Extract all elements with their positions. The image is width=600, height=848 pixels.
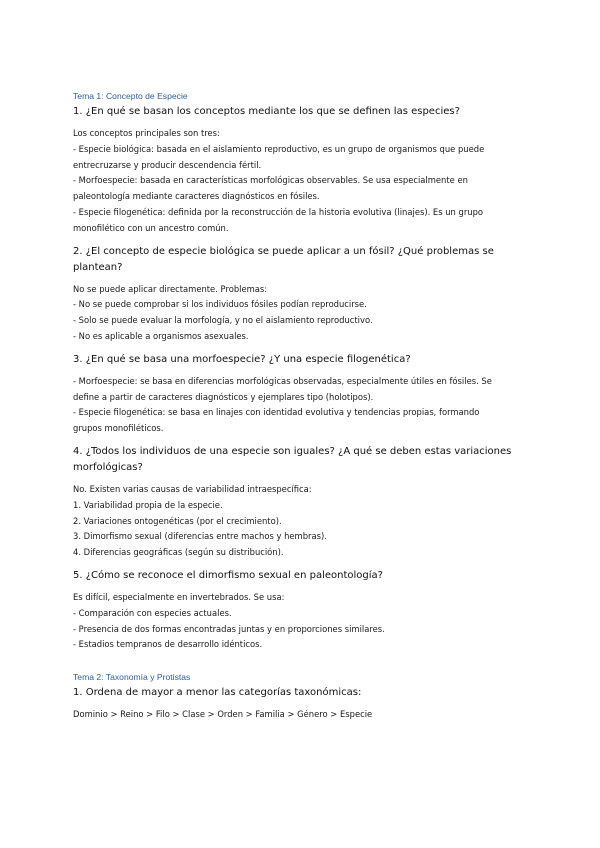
answer-line: 3. Dimorfismo sexual (diferencias entre machos y hembras). bbox=[73, 531, 327, 542]
question-2 bbox=[73, 244, 533, 276]
question-2-line-1: 2. ¿El concepto de especie biológica se puede aplicar a un fósil? ¿Qué problemas se bbox=[73, 245, 494, 257]
answer-5 bbox=[73, 590, 533, 653]
answer-line: - Especie filogenética: definida por la reconstrucción de la historia evolutiva (linajes). Es un grupo bbox=[73, 206, 484, 217]
question-5: 5. ¿Cómo se reconoce el dimorfismo sexual en paleontología? bbox=[73, 569, 383, 581]
answer-line: monofilético con un ancestro común. bbox=[73, 222, 229, 233]
question-4 bbox=[73, 444, 533, 476]
answer-line: - Especie filogenética: se basa en linajes con identidad evolutiva y tendencias propias, formando bbox=[73, 407, 480, 418]
question-4-line-1: 4. ¿Todos los individuos de una especie son iguales? ¿A qué se deben estas variaciones bbox=[73, 445, 512, 457]
answer-line: grupos monofiléticos. bbox=[73, 423, 164, 434]
answer-line: - Presencia de dos formas encontradas juntas y en proporciones similares. bbox=[73, 623, 385, 634]
answer-line: - No se puede comprobar si los individuos fósiles podían reproducirse. bbox=[73, 299, 367, 310]
answer-line: No se puede aplicar directamente. Problemas: bbox=[73, 283, 268, 294]
question-1: 1. ¿En qué se basan los conceptos mediante los que se definen las especies? bbox=[73, 106, 460, 117]
answer-line: - Comparación con especies actuales. bbox=[73, 607, 232, 618]
answer-line: Es difícil, especialmente en invertebrados. Se usa: bbox=[73, 591, 285, 602]
answer-line: entrecruzarse y producir descendencia fértil. bbox=[73, 159, 262, 170]
answer-4 bbox=[73, 482, 533, 561]
section-title-tema-2: Tema 2: Taxonomía y Protistas bbox=[73, 672, 191, 683]
section-title-tema-1: Tema 1: Concepto de Especie bbox=[73, 91, 188, 101]
answer-line: - Estadios tempranos de desarrollo idénticos. bbox=[73, 639, 263, 650]
answer-3 bbox=[73, 374, 533, 437]
answer-line: - No es aplicable a organismos asexuales. bbox=[73, 330, 249, 341]
answer-line: 1. Variabilidad propia de la especie. bbox=[73, 499, 223, 510]
question-4-line-2: morfológicas? bbox=[73, 461, 143, 473]
question-2-line-2: plantean? bbox=[73, 261, 123, 273]
question-3: 3. ¿En qué se basa una morfoespecie? ¿Y una especie filogenética? bbox=[73, 353, 411, 365]
answer-line: - Morfoespecie: se basa en diferencias morfológicas observadas, especialmente útiles en fósiles. Se bbox=[73, 375, 492, 386]
question-2-1: 1. Ordena de mayor a menor las categorías taxonómicas: bbox=[73, 687, 362, 699]
answer-line: - Morfoespecie: basada en características morfológicas observables. Se usa especialmente en bbox=[73, 175, 468, 186]
answer-line: paleontología mediante caracteres diagnósticos en fósiles. bbox=[73, 191, 320, 202]
answer-line: Dominio > Reino > Filo > Clase > Orden > Familia > Género > Especie bbox=[73, 709, 373, 720]
answer-line: 2. Variaciones ontogenéticas (por el crecimiento). bbox=[73, 515, 282, 526]
answer-line: - Solo se puede evaluar la morfología, y no el aislamiento reproductivo. bbox=[73, 315, 373, 326]
document-content bbox=[73, 91, 533, 723]
answer-line: No. Existen varias causas de variabilidad intraespecífica: bbox=[73, 483, 312, 494]
answer-line: define a partir de caracteres diagnósticos y ejemplares tipo (holotipos). bbox=[73, 391, 374, 402]
answer-1 bbox=[73, 126, 533, 237]
answer-line: 4. Diferencias geográficas (según su distribución). bbox=[73, 547, 284, 558]
answer-line: Los conceptos principales son tres: bbox=[73, 128, 220, 138]
answer-line: - Especie biológica: basada en el aislamiento reproductivo, es un grupo de organismos que puede bbox=[73, 143, 485, 154]
answer-2-1 bbox=[73, 707, 533, 723]
answer-2 bbox=[73, 282, 533, 345]
